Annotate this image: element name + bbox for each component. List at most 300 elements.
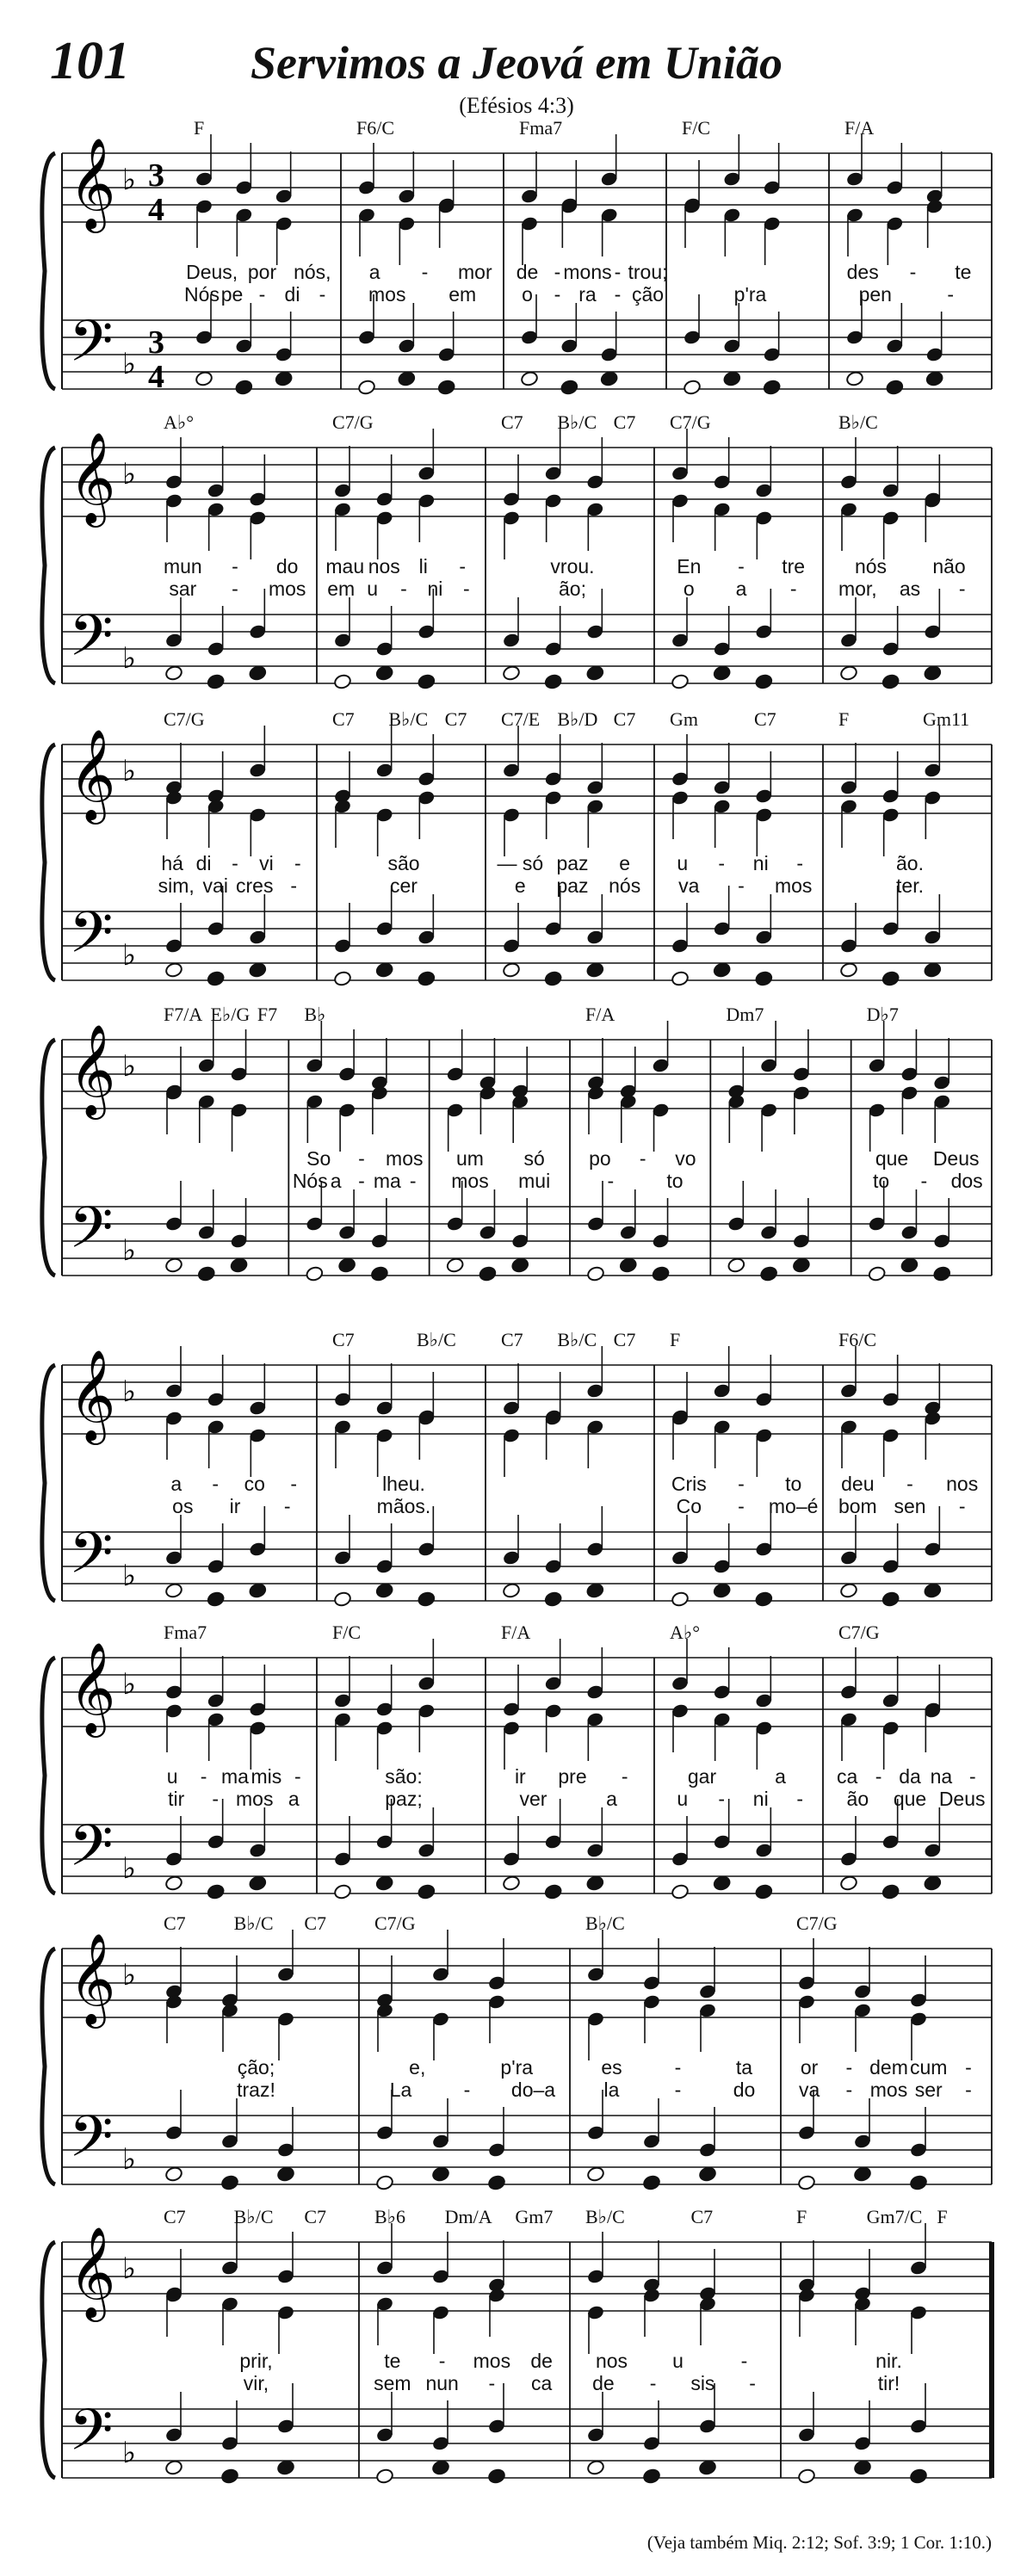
note-head (797, 2468, 816, 2484)
note-head (197, 1265, 216, 1282)
hymn-number: 101 (50, 32, 130, 90)
scripture-reference: (Efésios 4:3) (459, 93, 574, 118)
measure (332, 1329, 486, 1608)
lyric-syllable: são (387, 852, 420, 874)
measure (332, 708, 486, 987)
lyric-syllable: - (232, 852, 238, 874)
note-head (220, 2468, 239, 2484)
chord-symbol: B♭/D (557, 708, 598, 730)
lyric-syllable: - (462, 578, 470, 600)
note-head (868, 1265, 887, 1282)
bass-clef-icon: 𝄢 (69, 1195, 114, 1275)
note-head (881, 1883, 900, 1900)
chord-symbol: C7 (164, 2206, 186, 2227)
lyric-syllable: não (932, 555, 966, 578)
note-head (375, 2468, 394, 2484)
lyric-syllable: - (459, 555, 467, 578)
key-flat-icon: ♭ (122, 756, 137, 788)
note-head (797, 2174, 816, 2190)
note-head (586, 1265, 605, 1282)
chord-symbol: B♭/C (388, 708, 429, 730)
lyric-syllable: e (514, 874, 526, 897)
key-flat-icon: ♭ (122, 940, 137, 972)
lyric-syllable: p'ra (500, 2056, 534, 2079)
key-flat-icon: ♭ (122, 2253, 137, 2285)
measure (682, 117, 829, 396)
lyric-syllable: tir! (877, 2372, 900, 2394)
footnote-references: (Veja também Miq. 2:12; Sof. 3:9; 1 Cor. 1:10.) (646, 2532, 992, 2553)
lyric-syllable: - (738, 1495, 745, 1517)
bass-clef-icon: 𝄢 (69, 308, 114, 388)
note-head (502, 961, 521, 978)
chord-symbol: B♭/C (557, 1329, 597, 1350)
lyric-syllable: - (554, 261, 561, 283)
note-head (248, 1582, 267, 1598)
measure (497, 708, 654, 987)
key-flat-icon: ♭ (122, 1376, 137, 1408)
measure (164, 2206, 359, 2485)
chord-symbol: C7 (332, 708, 355, 730)
note-head (417, 970, 436, 986)
lyric-syllable: ra (578, 283, 597, 306)
chord-symbol: F (670, 1329, 681, 1350)
note-head (763, 379, 782, 395)
treble-clef-icon: 𝄞 (69, 2226, 116, 2318)
lyric-syllable: di (284, 283, 300, 306)
key-flat-icon: ♭ (122, 1853, 137, 1885)
note-head (839, 961, 858, 978)
chord-symbol: Gm7/C (866, 2206, 923, 2227)
measure (501, 1622, 654, 1900)
bass-clef-icon: 𝄢 (69, 602, 114, 683)
lyric-syllable: ir (229, 1495, 241, 1517)
note-head (333, 1883, 352, 1900)
bass-clef-icon: 𝄢 (69, 1520, 114, 1600)
chord-symbol: F/C (682, 117, 711, 139)
lyric-syllable: En (677, 555, 702, 578)
note-head (600, 370, 619, 386)
lyric-syllable: - (749, 2372, 756, 2394)
note-head (585, 961, 604, 978)
note-head (727, 1257, 745, 1273)
note-head (652, 1265, 671, 1282)
lyric-syllable: lheu. (382, 1473, 425, 1495)
measure (164, 1912, 359, 2191)
chord-symbol: C7/G (164, 708, 205, 730)
measure (838, 708, 992, 987)
lyric-syllable: - (674, 2079, 682, 2101)
lyric-syllable: ão; (559, 578, 586, 600)
chord-symbol: A♭° (670, 1622, 701, 1643)
note-head (502, 664, 521, 681)
treble-clef-icon: 𝄞 (69, 431, 116, 523)
chord-symbol: A♭° (164, 411, 195, 433)
measure (585, 1912, 781, 2191)
note-head (502, 1582, 521, 1598)
lyric-syllable: - (283, 1495, 291, 1517)
chord-symbol: Gm7 (515, 2206, 554, 2227)
chord-symbol: B♭/C (557, 411, 597, 433)
lyric-syllable: nós (854, 555, 888, 578)
note-head (722, 370, 741, 386)
chord-symbol: F7/A (164, 1004, 203, 1025)
note-head (642, 2174, 661, 2190)
treble-clef-icon: 𝄞 (69, 1349, 116, 1441)
lyric-syllable: da (899, 1765, 921, 1788)
lyric-syllable: em (448, 283, 477, 306)
lyric-syllable: - (294, 852, 301, 874)
chord-symbol: F7 (257, 1004, 278, 1025)
lyric-syllable: mau (325, 555, 365, 578)
key-flat-icon: ♭ (122, 164, 137, 196)
note-head (853, 2459, 872, 2475)
chord-symbol: Fma7 (519, 117, 563, 139)
lyric-syllable: Deus (932, 1147, 980, 1170)
measure (838, 411, 992, 690)
note-head (923, 1582, 942, 1598)
lyric-syllable: um (456, 1147, 484, 1170)
lyric-syllable: por (247, 261, 277, 283)
lyric-syllable: há (161, 852, 183, 874)
measure (796, 2206, 992, 2485)
chord-symbol: Dm7 (726, 1004, 764, 1025)
system-brace (42, 1949, 55, 2184)
chord-symbol: E♭/G (210, 1004, 251, 1025)
measure (670, 708, 823, 987)
chord-symbol: F/A (844, 117, 875, 139)
lyric-syllable: p'ra (733, 283, 767, 306)
note-head (671, 1591, 690, 1607)
system-1 (42, 117, 992, 396)
measure (446, 1029, 570, 1282)
lyric-syllable: - (738, 874, 745, 897)
lyric-syllable: ta (735, 2056, 753, 2079)
chord-symbol: F/A (585, 1004, 615, 1025)
system-7 (42, 1912, 992, 2191)
note-head (698, 2459, 717, 2475)
lyric-syllable: - (796, 852, 804, 874)
system-brace (42, 448, 55, 683)
note-head (932, 1265, 951, 1282)
note-head (220, 2174, 239, 2190)
bass-time-signature-top: 3 (148, 324, 164, 361)
lyric-syllable: di (195, 852, 212, 874)
lyric-syllable: a (368, 261, 380, 283)
bass-clef-icon: 𝄢 (69, 2397, 114, 2477)
system-2 (42, 411, 992, 690)
lyric-syllable: - (463, 2079, 471, 2101)
note-head (437, 379, 456, 395)
lyric-syllable: u (677, 1788, 689, 1810)
chord-symbol: C7/G (838, 1622, 880, 1643)
measure (374, 2206, 570, 2485)
key-flat-icon: ♭ (122, 1669, 137, 1701)
lyric-syllable: - (968, 1765, 976, 1788)
measure (501, 1329, 654, 1608)
note-head (759, 1265, 778, 1282)
lyric-syllable: mos (268, 578, 306, 600)
treble-clef-icon: 𝄞 (69, 1932, 116, 2024)
treble-clef-icon: 𝄞 (69, 728, 116, 820)
lyric-syllable: - (358, 1147, 365, 1170)
bass-clef-icon: 𝄢 (69, 2103, 114, 2184)
note-head (375, 1582, 394, 1598)
note-head (900, 1257, 919, 1273)
lyric-syllable: ir (514, 1765, 526, 1788)
lyric-syllable: Deus (938, 1788, 986, 1810)
lyric-syllable: que (875, 1147, 909, 1170)
lyric-syllable: u (166, 1765, 178, 1788)
bass-clef-icon: 𝄢 (69, 899, 114, 979)
chord-symbol: F (937, 2206, 948, 2227)
note-head (923, 664, 942, 681)
note-head (333, 1591, 352, 1607)
lyric-syllable: mun (163, 555, 202, 578)
lyric-syllable: - (358, 1170, 365, 1192)
lyric-syllable: paz (556, 852, 589, 874)
lyric-syllable: mor, (838, 578, 877, 600)
lyric-syllable: mos (774, 874, 813, 897)
lyric-syllable: te (384, 2350, 401, 2372)
lyric-syllable: - (965, 2079, 972, 2101)
lyric-syllable: Deus, (186, 261, 238, 283)
lyric-syllable: a (288, 1788, 300, 1810)
measure (585, 2206, 781, 2485)
chord-symbol: C7 (754, 708, 776, 730)
note-head (230, 1257, 249, 1273)
lyric-syllable: de (516, 261, 539, 283)
lyric-syllable: ni (752, 1788, 769, 1810)
key-flat-icon: ♭ (122, 643, 137, 675)
note-head (479, 1265, 498, 1282)
chord-symbol: C7 (613, 708, 636, 730)
system-brace (42, 744, 55, 980)
lyric-syllable: - (738, 555, 745, 578)
lyric-syllable: trou; (628, 261, 668, 283)
lyric-syllable: em (327, 578, 356, 600)
lyric-syllable: vai (202, 874, 228, 897)
note-head (671, 673, 690, 689)
lyric-syllable: po (589, 1147, 611, 1170)
note-head (923, 961, 942, 978)
measure (670, 411, 823, 690)
treble-time-signature-bottom: 4 (148, 192, 164, 228)
note-head (164, 664, 183, 681)
lyric-syllable: mos (473, 2350, 511, 2372)
lyric-syllable: são: (385, 1765, 423, 1788)
lyric-syllable: nós, (294, 261, 331, 283)
chord-symbol: C7/G (796, 1912, 838, 1934)
lyric-syllable: te (955, 261, 972, 283)
note-head (713, 1582, 732, 1598)
lyric-syllable: cer (390, 874, 418, 897)
lyric-syllable: ni (752, 852, 769, 874)
note-head (375, 2174, 394, 2190)
measure (501, 411, 654, 690)
note-head (586, 2165, 605, 2182)
chord-symbol: C7/G (670, 411, 711, 433)
note-head (248, 961, 267, 978)
lyric-syllable: mor (458, 261, 492, 283)
lyric-syllable: - (232, 555, 238, 578)
note-head (375, 664, 394, 681)
lyric-syllable: prir, (239, 2350, 273, 2372)
lyric-syllable: - (674, 2056, 682, 2079)
note-head (754, 970, 773, 986)
measure (325, 411, 486, 690)
note-head (276, 2165, 295, 2182)
lyric-syllable: - (845, 2056, 853, 2079)
note-head (510, 1257, 529, 1273)
treble-clef-icon: 𝄞 (69, 1641, 116, 1733)
lyric-syllable: - (738, 1473, 745, 1495)
note-head (713, 1875, 732, 1891)
note-head (207, 1883, 226, 1900)
lyric-syllable: gar (687, 1765, 717, 1788)
lyric-syllable: des (846, 261, 879, 283)
note-head (881, 970, 900, 986)
note-head (275, 370, 294, 386)
chord-symbol: B♭/C (417, 1329, 456, 1350)
chord-symbol: B♭/C (233, 1912, 274, 1934)
measure (158, 708, 317, 987)
note-head (431, 2459, 450, 2475)
lyric-syllable: - (796, 1788, 804, 1810)
note-head (234, 379, 253, 395)
note-head (839, 664, 858, 681)
chord-symbol: F6/C (838, 1329, 877, 1350)
note-head (544, 1883, 563, 1900)
note-head (544, 1591, 563, 1607)
chord-symbol: C7 (613, 411, 636, 433)
chord-symbol: C7 (332, 1329, 355, 1350)
lyric-syllable: nun (425, 2372, 459, 2394)
lyric-syllable: - (718, 852, 726, 874)
system-brace (42, 153, 55, 389)
lyric-syllable: - (421, 261, 429, 283)
chord-symbol: F (838, 708, 850, 730)
lyric-syllable: - (294, 1765, 301, 1788)
lyric-syllable: - (607, 1170, 615, 1192)
chord-symbol: B♭/C (585, 1912, 625, 1934)
measure (838, 1329, 992, 1608)
note-head (164, 2459, 183, 2475)
lyric-syllable: deu (841, 1473, 875, 1495)
system-brace (42, 2242, 55, 2478)
lyric-syllable: Nós (292, 1170, 328, 1192)
note-head (417, 673, 436, 689)
lyric-syllable: e (619, 852, 631, 874)
lyric-syllable: dos (950, 1170, 983, 1192)
measure (164, 1622, 317, 1900)
chord-symbol: B♭6 (374, 2206, 406, 2227)
lyric-syllable: - (258, 283, 266, 306)
lyric-syllable: va (798, 2079, 820, 2101)
measure (796, 1912, 992, 2191)
chord-symbol: C7 (304, 2206, 327, 2227)
chord-symbol: Dm/A (444, 2206, 492, 2227)
lyric-syllable: vi (259, 852, 274, 874)
lyric-syllable: mos (368, 283, 406, 306)
key-flat-icon: ♭ (122, 1051, 137, 1083)
lyric-syllable: vir, (243, 2372, 269, 2394)
treble-time-signature-top: 3 (148, 158, 164, 194)
chord-symbol: F (796, 2206, 807, 2227)
system-8 (42, 2206, 992, 2485)
system-4 (42, 1004, 992, 1282)
lyric-syllable: nos (595, 2350, 628, 2372)
system-brace (42, 1365, 55, 1601)
chord-symbol: C7 (501, 411, 523, 433)
note-head (446, 1257, 465, 1273)
lyric-syllable: sim, (158, 874, 195, 897)
lyric-syllable: mos (386, 1147, 424, 1170)
lyric-syllable: mui (518, 1170, 551, 1192)
note-head (337, 1257, 356, 1273)
note-head (195, 370, 213, 386)
note-head (248, 1875, 267, 1891)
lyric-syllable: - (875, 1765, 882, 1788)
measure (516, 117, 668, 396)
lyric-syllable: u (367, 578, 378, 600)
lyric-syllable: ma (373, 1170, 401, 1192)
measure (670, 1622, 823, 1900)
measure (293, 1004, 430, 1282)
note-head (698, 2165, 717, 2182)
lyric-syllable: ter. (896, 874, 924, 897)
note-head (207, 1591, 226, 1607)
lyric-syllable: ca (837, 1765, 858, 1788)
note-head (881, 1591, 900, 1607)
lyric-syllable: e, (409, 2056, 426, 2079)
lyric-syllable: vo (675, 1147, 696, 1170)
lyric-syllable: - (958, 578, 966, 600)
note-head (397, 370, 416, 386)
note-head (276, 2459, 295, 2475)
note-head (417, 1883, 436, 1900)
lyric-syllable: sis (690, 2372, 715, 2394)
note-head (671, 1883, 690, 1900)
lyric-syllable: la (603, 2079, 620, 2101)
lyric-syllable: ser (914, 2079, 943, 2101)
system-5 (42, 1329, 992, 1608)
lyric-syllable: u (672, 2350, 684, 2372)
note-head (881, 673, 900, 689)
key-flat-icon: ♭ (122, 2144, 137, 2176)
lyric-syllable: tre (782, 555, 806, 578)
note-head (585, 1875, 604, 1891)
lyric-syllable: nós (609, 874, 641, 897)
measure (164, 1346, 317, 1608)
key-flat-icon: ♭ (122, 2437, 137, 2469)
lyric-syllable: or (800, 2056, 819, 2079)
lyric-syllable: que (893, 1788, 927, 1810)
system-3 (42, 708, 992, 987)
lyric-syllable: - (438, 2350, 446, 2372)
note-head (923, 1875, 942, 1891)
measure (837, 1622, 992, 1900)
note-head (585, 664, 604, 681)
measure (867, 1004, 992, 1282)
lyric-syllable: a (775, 1765, 786, 1788)
lyric-syllable: co (244, 1473, 265, 1495)
lyric-syllable: Cris (671, 1473, 707, 1495)
chord-symbol: C7 (164, 1912, 186, 1934)
chord-symbol: C7/G (332, 411, 374, 433)
lyric-syllable: - (947, 283, 955, 306)
measure (184, 117, 341, 396)
note-head (619, 1257, 638, 1273)
